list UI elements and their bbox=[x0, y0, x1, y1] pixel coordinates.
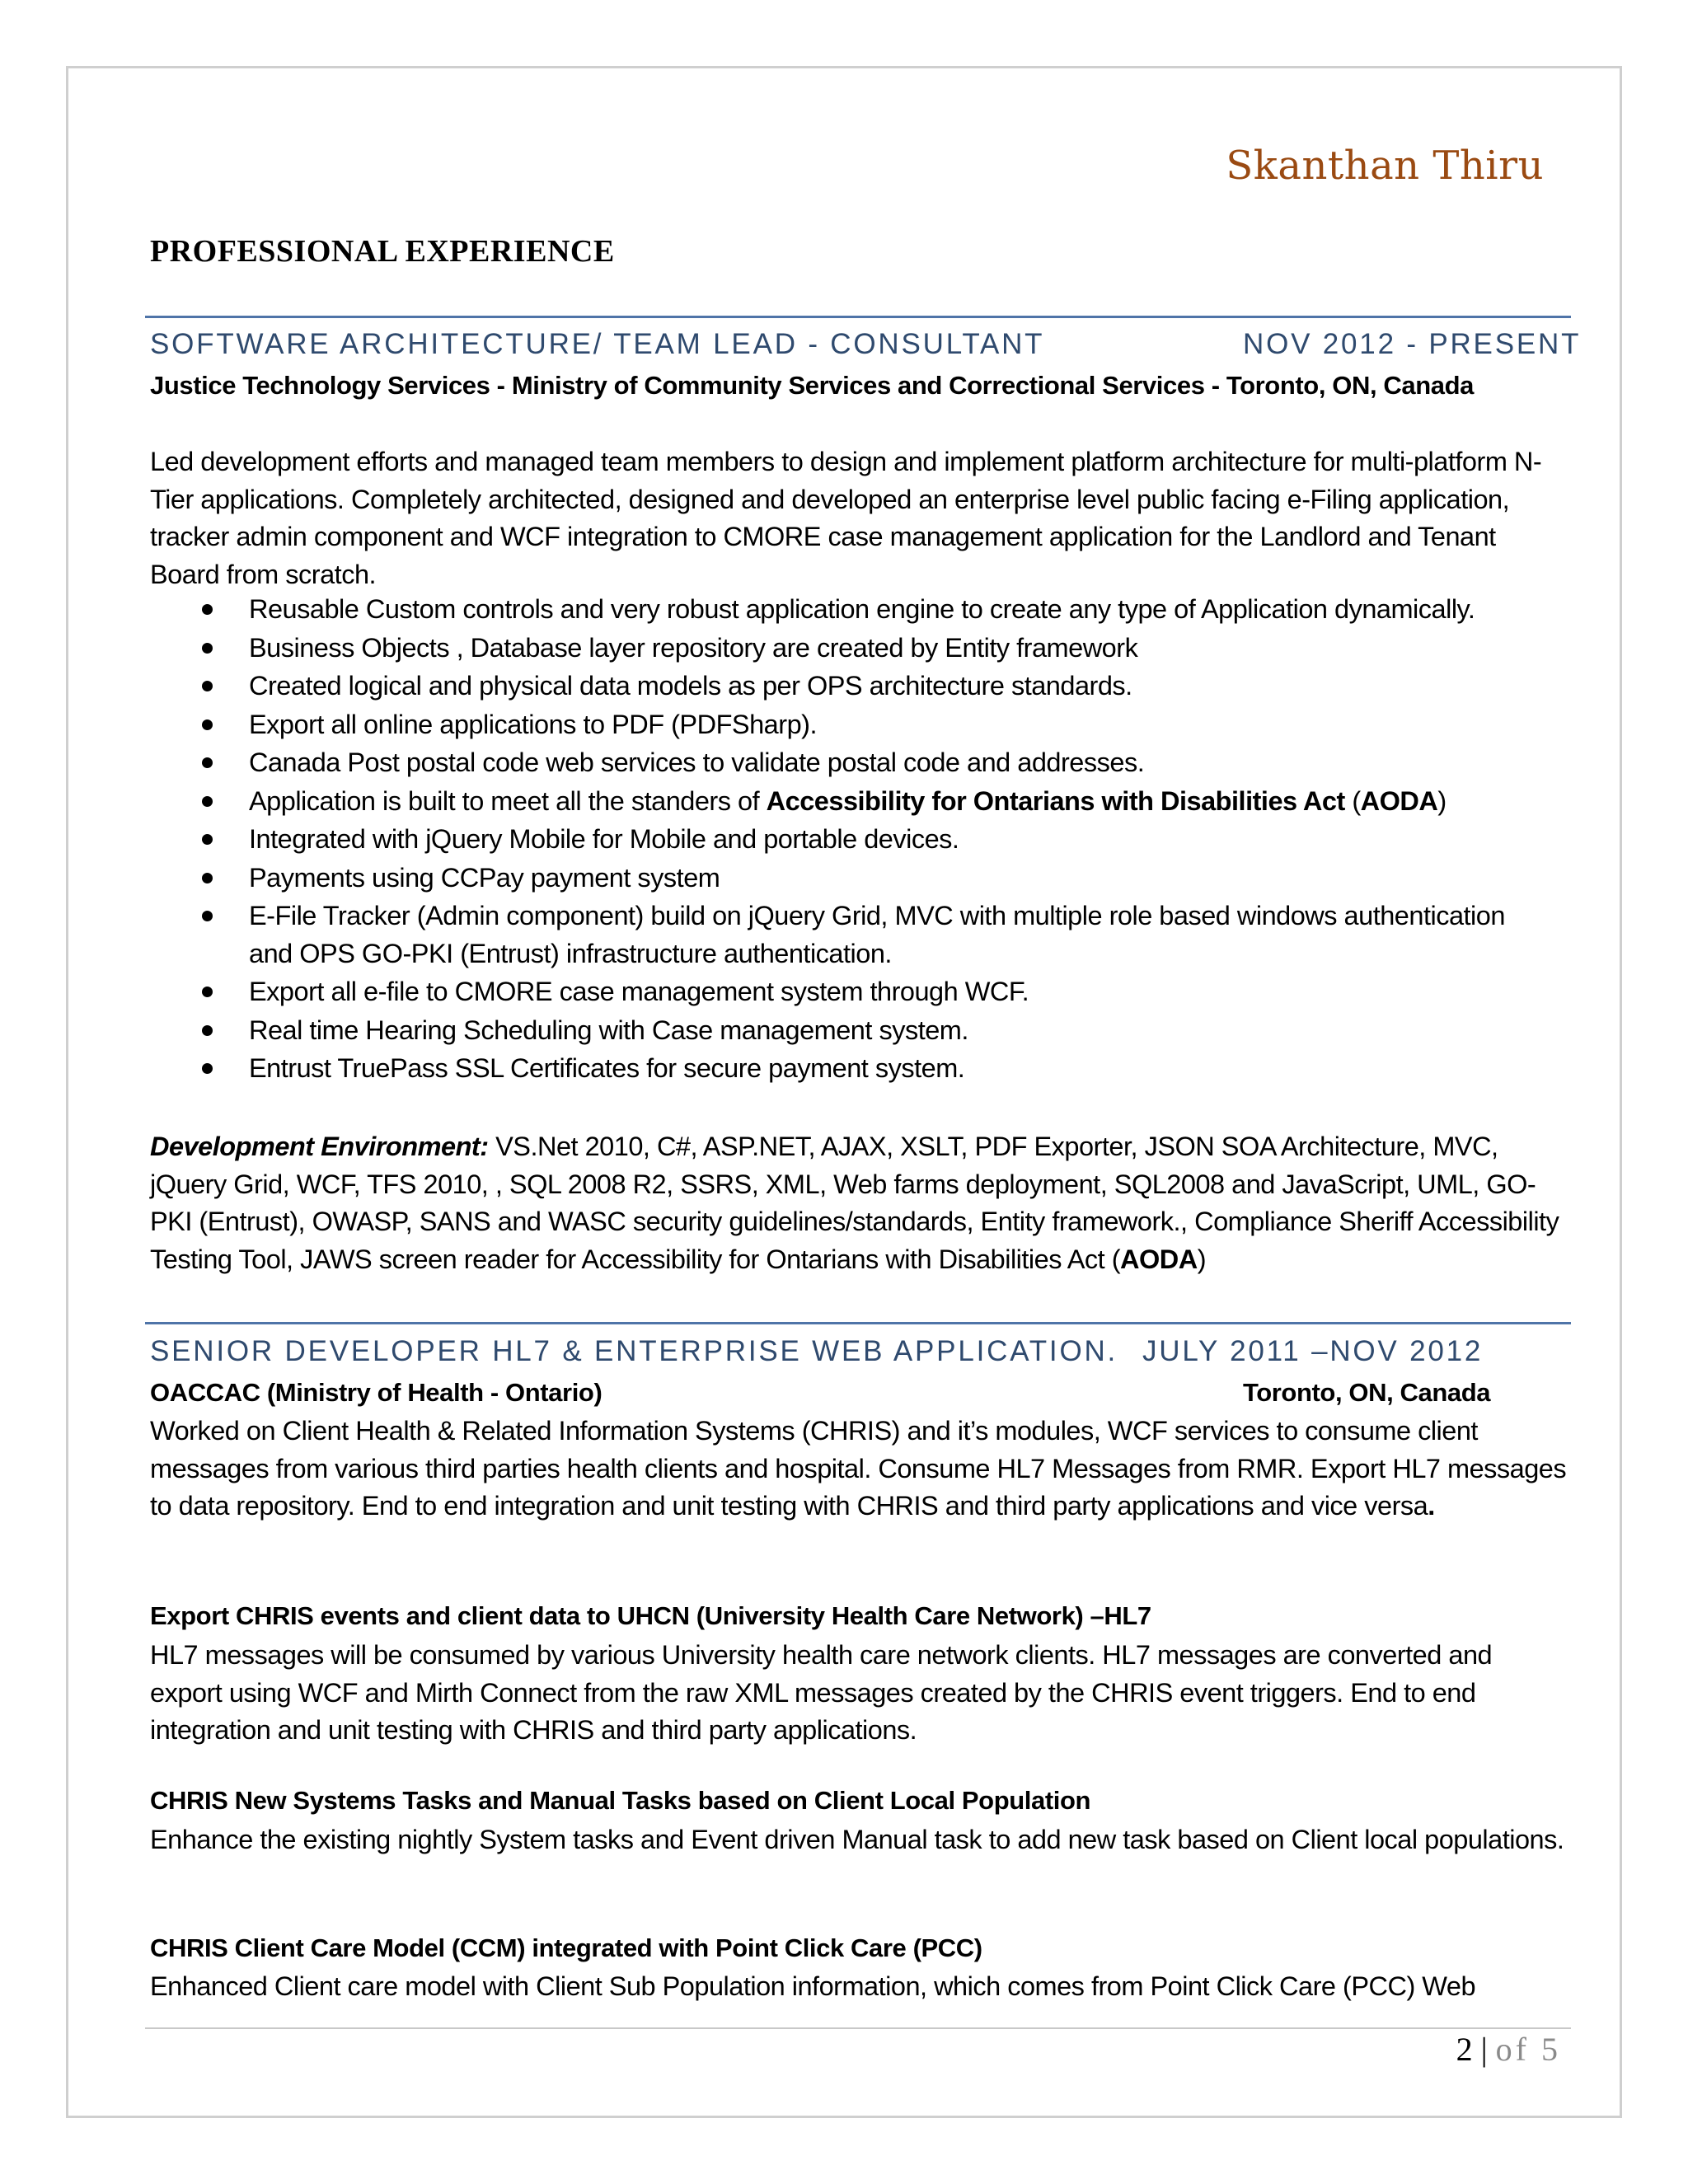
bullet-icon bbox=[202, 796, 213, 807]
job1-divider bbox=[145, 316, 1571, 318]
candidate-name: Skanthan Thiru bbox=[1226, 143, 1544, 189]
list-item: Integrated with jQuery Mobile for Mobile and portable devices. bbox=[150, 821, 1551, 859]
project2-title: CHRIS New Systems Tasks and Manual Tasks based on Client Local Population bbox=[150, 1786, 1091, 1815]
job1-dates: NOV 2012 - PRESENT bbox=[1243, 328, 1582, 360]
job2-title: SENIOR DEVELOPER HL7 & ENTERPRISE WEB APPLICATION. bbox=[150, 1335, 1118, 1367]
job2-summary: Worked on Client Health & Related Information Systems (CHRIS) and it’s modules, WCF services to consume client messages from various third parties health clients and hospital. Consume HL7 Messages from RMR. Export HL7 messages to data repository. End to end integration and unit testing with CHRIS and third party applications and vice versa. bbox=[150, 1416, 1567, 1521]
list-item: Entrust TruePass SSL Certificates for secure payment system. bbox=[150, 1050, 1551, 1088]
bullet-icon bbox=[202, 873, 213, 883]
bullet-icon bbox=[202, 834, 213, 845]
job1-title-row bbox=[150, 328, 1582, 361]
bullet-icon bbox=[202, 911, 213, 921]
list-item: Canada Post postal code web services to validate postal code and addresses. bbox=[150, 744, 1551, 782]
list-item: Export all online applications to PDF (PDFSharp). bbox=[150, 706, 1551, 744]
job2-title-row bbox=[150, 1335, 1561, 1368]
job1-dev-environment: Development Environment: VS.Net 2010, C#, ASP.NET, AJAX, XSLT, PDF Exporter, JSON SOA Architecture, MVC, jQuery Grid, WCF, TFS 2010, , SQL 2008 R2, SSRS, XML, Web farms deployment, SQL2008 and JavaScript, UML, GO-PKI (Entrust), OWASP, SANS and WASC security guidelines/standards, Entity framework., Compliance Sheriff Accessibility Testing Tool, JAWS screen reader for Accessibility for Ontarians with Disabilities Act (AODA) bbox=[150, 1132, 1559, 1274]
job2-employer: OACCAC (Ministry of Health - Ontario) bbox=[150, 1378, 603, 1407]
job1-bullet-list bbox=[150, 591, 1551, 1089]
footer-divider bbox=[145, 2027, 1571, 2029]
bullet-icon bbox=[202, 757, 213, 768]
list-item: Export all e-file to CMORE case management system through WCF. bbox=[150, 973, 1551, 1011]
job1-employer: Justice Technology Services - Ministry of Community Services and Correctional Services - Toronto, ON, Canada bbox=[150, 371, 1474, 400]
bullet-icon bbox=[202, 987, 213, 997]
project3-title: CHRIS Client Care Model (CCM) integrated with Point Click Care (PCC) bbox=[150, 1933, 982, 1962]
list-item: Reusable Custom controls and very robust application engine to create any type of Application dynamically. bbox=[150, 591, 1551, 629]
page-number: 2 | of 5 bbox=[1456, 2031, 1561, 2068]
dev-env-label: Development Environment: bbox=[150, 1132, 489, 1161]
list-item: Real time Hearing Scheduling with Case management system. bbox=[150, 1012, 1551, 1050]
bullet-icon bbox=[202, 1063, 213, 1074]
job2-dates: JULY 2011 –NOV 2012 bbox=[1142, 1335, 1484, 1367]
project1-text: HL7 messages will be consumed by various University health care network clients. HL7 messages are converted and export using WCF and Mirth Connect from the raw XML messages created by the CHRIS event triggers. End to end integration and unit testing with CHRIS and third party applications. bbox=[150, 1640, 1493, 1745]
job2-divider bbox=[145, 1322, 1571, 1324]
job1-summary: Led development efforts and managed team members to design and implement platform architecture for multi-platform N-Tier applications. Completely architected, designed and developed an enterprise level public facing e-Filing application, tracker admin component and WCF integration to CMORE case management application for the Landlord and Tenant Board from scratch. bbox=[150, 447, 1542, 589]
bullet-icon bbox=[202, 604, 213, 615]
list-item: Payments using CCPay payment system bbox=[150, 860, 1551, 898]
list-item: Created logical and physical data models as per OPS architecture standards. bbox=[150, 668, 1551, 705]
project1-title: Export CHRIS events and client data to UHCN (University Health Care Network) –HL7 bbox=[150, 1601, 1151, 1630]
bullet-icon bbox=[202, 719, 213, 730]
list-item: E-File Tracker (Admin component) build on jQuery Grid, MVC with multiple role based windows authentication and OPS GO-PKI (Entrust) infrastructure authentication. bbox=[150, 898, 1551, 972]
bullet-icon bbox=[202, 643, 213, 654]
bullet-icon bbox=[202, 681, 213, 691]
project2-text: Enhance the existing nightly System tasks and Event driven Manual task to add new task based on Client local populations. bbox=[150, 1825, 1564, 1854]
bullet-icon bbox=[202, 1025, 213, 1036]
list-item: Business Objects , Database layer repository are created by Entity framework bbox=[150, 630, 1551, 668]
job2-location: Toronto, ON, Canada bbox=[1243, 1378, 1491, 1407]
job1-title: SOFTWARE ARCHITECTURE/ TEAM LEAD - CONSULTANT bbox=[150, 328, 1045, 360]
project3-text: Enhanced Client care model with Client Sub Population information, which comes from Point Click Care (PCC) Web bbox=[150, 1971, 1476, 2001]
list-item-aoda: Application is built to meet all the standers of Accessibility for Ontarians with Disabilities Act (AODA) bbox=[150, 783, 1551, 821]
section-heading: PROFESSIONAL EXPERIENCE bbox=[150, 234, 615, 269]
